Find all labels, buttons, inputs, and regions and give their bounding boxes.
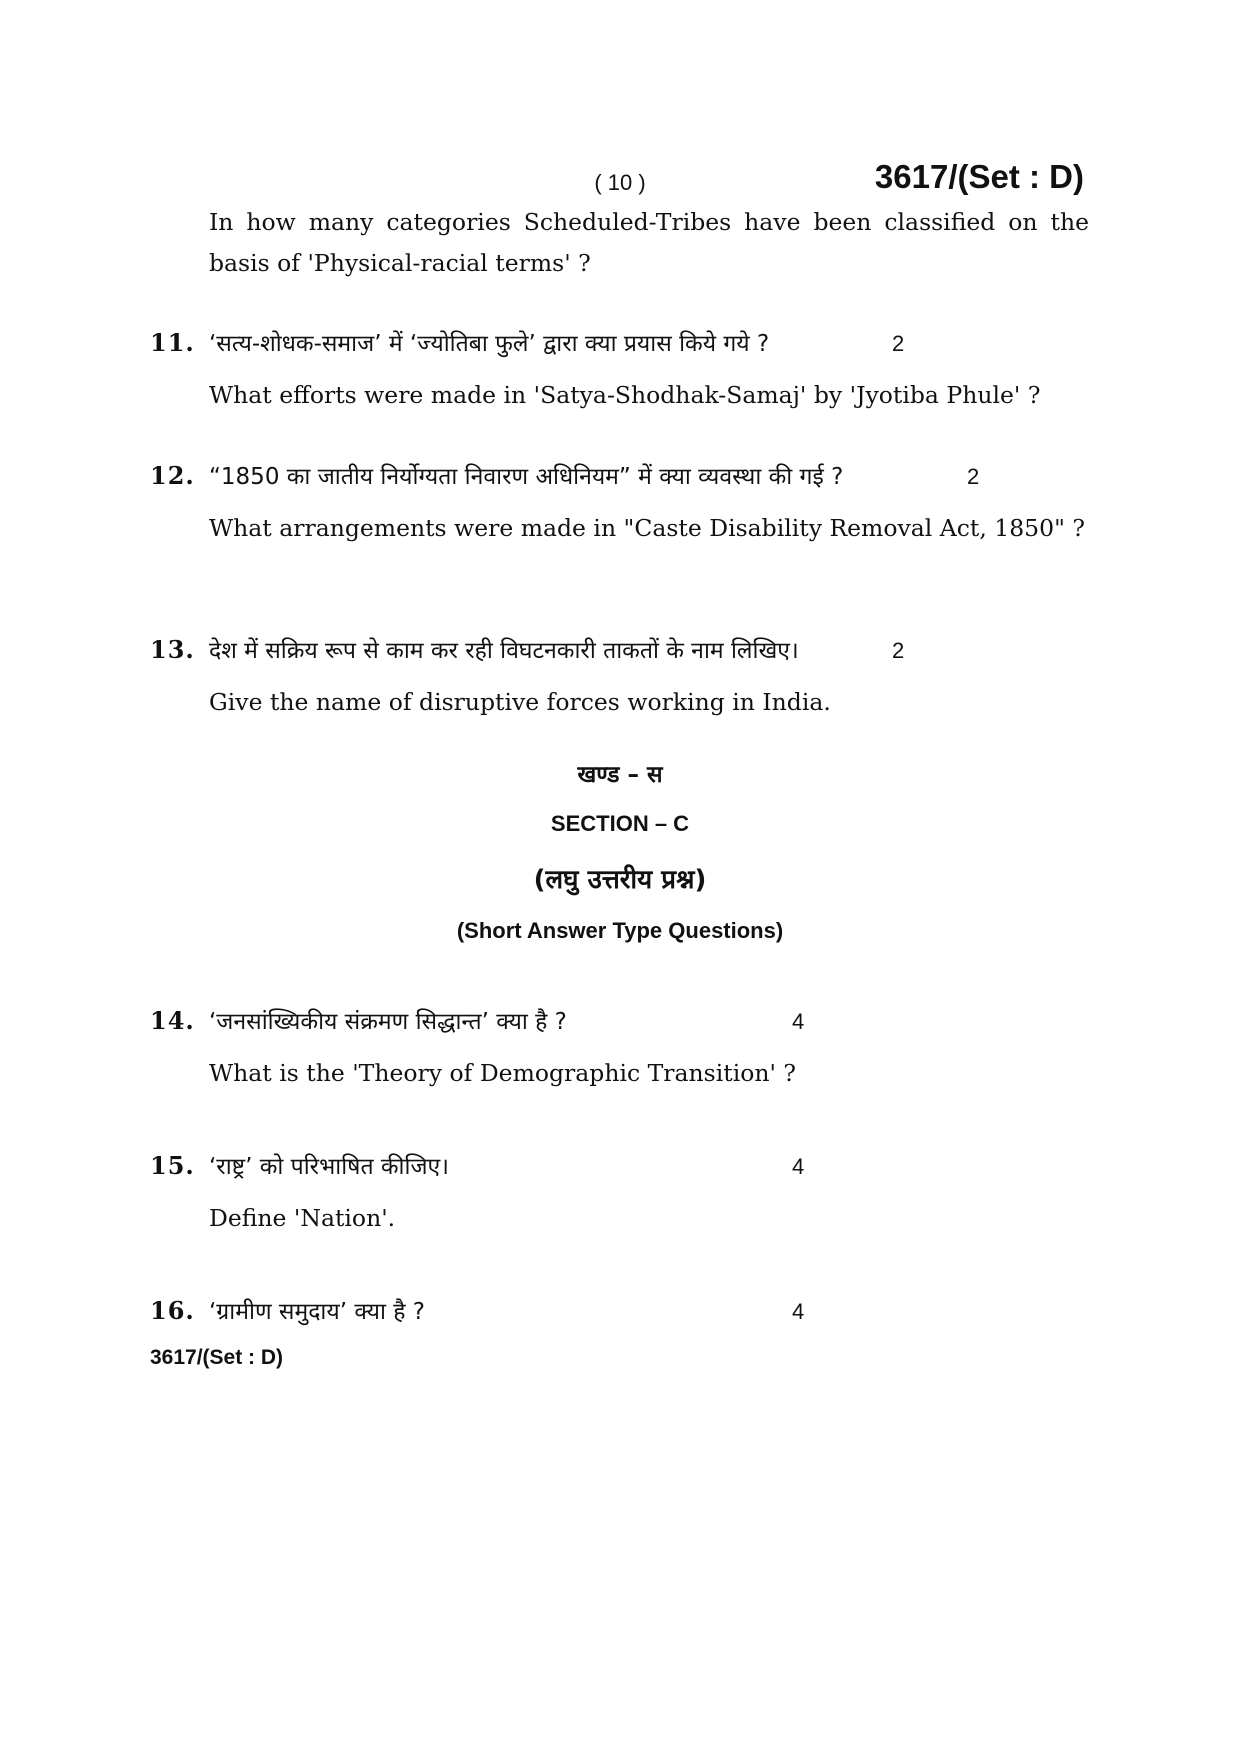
question-15-marks: 4 [792, 1154, 805, 1179]
question-number-12: 12. [150, 461, 195, 490]
question-15-english: Define 'Nation'. [209, 1204, 396, 1232]
question-14-english: What is the 'Theory of Demographic Transition' ? [209, 1059, 797, 1087]
question-13-hindi: देश में सक्रिय रूप से काम कर रही विघटनकारी ताकतों के नाम लिखिए। [209, 638, 799, 664]
question-13-english: Give the name of disruptive forces working in India. [209, 688, 831, 716]
question-12-marks: 2 [967, 464, 980, 489]
question-11-hindi: ‘सत्य-शोधक-समाज’ में ‘ज्योतिबा फुले’ द्वारा क्या प्रयास किये गये ? [209, 331, 770, 357]
question-12-hindi: “1850 का जातीय निर्योग्यता निवारण अधिनियम” में क्या व्यवस्था की गई ? [209, 464, 844, 490]
section-type-hindi: (लघु उत्तरीय प्रश्न) [533, 865, 707, 895]
question-number-14: 14. [150, 1006, 195, 1035]
question-12-english: What arrangements were made in "Caste Disability Removal Act, 1850" ? [209, 514, 1085, 542]
question-13-marks: 2 [892, 638, 905, 663]
question-11-english: What efforts were made in 'Satya-Shodhak-Samaj' by 'Jyotiba Phule' ? [209, 381, 1041, 409]
question-16-hindi: ‘ग्रामीण समुदाय’ क्या है ? [209, 1299, 425, 1325]
page-number: ( 10 ) [594, 170, 646, 195]
question-number-13: 13. [150, 635, 195, 664]
question-11-marks: 2 [892, 331, 905, 356]
section-type-english: (Short Answer Type Questions) [456, 918, 784, 943]
section-title-hindi: खण्ड – स [577, 762, 663, 788]
question-14-marks: 4 [792, 1009, 805, 1034]
paper-code-footer: 3617/(Set : D) [150, 1346, 284, 1369]
question-number-11: 11. [150, 328, 195, 357]
question-number-16: 16. [150, 1296, 195, 1325]
paper-code-header: 3617/(Set : D) [874, 158, 1084, 195]
question-10-english-continuation: In how many categories Scheduled-Tribes have been classified on the basis of 'Physical-racial terms' ? [209, 208, 1089, 277]
question-number-15: 15. [150, 1151, 195, 1180]
section-title-english: SECTION – C [550, 811, 690, 836]
question-16-marks: 4 [792, 1299, 805, 1324]
question-15-hindi: ‘राष्ट्र’ को परिभाषित कीजिए। [209, 1154, 449, 1180]
question-14-hindi: ‘जनसांख्यिकीय संक्रमण सिद्धान्त’ क्या है ? [209, 1009, 567, 1035]
